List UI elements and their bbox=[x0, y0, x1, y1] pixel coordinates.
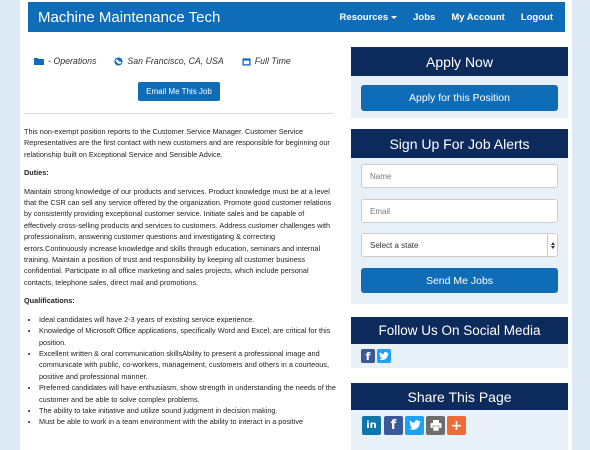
job-department-label: - Operations bbox=[48, 56, 97, 66]
job-department bbox=[34, 56, 96, 66]
nav-my-account[interactable]: My Account bbox=[451, 11, 505, 23]
send-jobs-button[interactable]: Send Me Jobs bbox=[361, 268, 558, 293]
divider bbox=[24, 113, 334, 114]
job-intro: This non-exempt position reports to the Customer Service Manager. Customer Service Representatives are the first contact with new customers and are responsible for beginning our relationship built on Exceptional Service and Sensible Advice. bbox=[24, 127, 330, 159]
job-alerts-header: Sign Up For Job Alerts bbox=[351, 129, 568, 158]
list-item: • Knowledge of Microsoft Office applications, specifically Word and Excel, are critical for this position. bbox=[39, 325, 336, 348]
facebook-share-icon[interactable]: f bbox=[384, 416, 403, 435]
share-header: Share This Page bbox=[351, 383, 568, 410]
twitter-share-icon[interactable] bbox=[405, 416, 424, 435]
nav-links bbox=[324, 12, 565, 23]
job-meta bbox=[34, 56, 330, 66]
list-item: • Excellent written & oral communication skillsAbility to present a professional image and communicate with public, co-workers, management, customers and others in a courteous, positive and professional manner. bbox=[39, 348, 336, 382]
job-type bbox=[242, 56, 291, 66]
globe-icon bbox=[114, 57, 123, 66]
job-location-label: San Francisco, CA, USA bbox=[127, 56, 224, 66]
twitter-bird-icon bbox=[409, 420, 421, 431]
nav-resources-label: Resources bbox=[339, 11, 389, 23]
brand-title[interactable]: Machine Maintenance Tech bbox=[38, 8, 221, 26]
select-arrows-icon bbox=[547, 234, 557, 256]
twitter-bird-icon bbox=[379, 352, 389, 361]
job-type-label: Full Time bbox=[254, 56, 291, 66]
apply-button[interactable]: Apply for this Position bbox=[361, 85, 558, 111]
state-select-label: Select a state bbox=[370, 240, 419, 250]
list-item: • Preferred candidates will have enthusiasm, show strength in understanding the needs of the customer and be able to solve complex problems. bbox=[39, 382, 336, 405]
caret-down-icon bbox=[391, 16, 397, 19]
list-item: • Ideal candidates will have 2-3 years of existing service experience. bbox=[39, 314, 336, 325]
apply-now-header: Apply Now bbox=[351, 47, 568, 76]
printer-icon bbox=[430, 420, 442, 431]
nav-resources[interactable] bbox=[340, 12, 398, 23]
list-item: • The ability to take initiative and utilize sound judgment in decision making. bbox=[39, 405, 336, 416]
list-item: • Must be able to work in a team environment with the ability to interact in a positive bbox=[39, 416, 336, 427]
email-job-button[interactable]: Email Me This Job bbox=[138, 82, 220, 101]
email-input[interactable] bbox=[361, 199, 558, 223]
nav-jobs[interactable]: Jobs bbox=[413, 11, 436, 23]
qualifications-heading: Qualifications: bbox=[24, 296, 75, 306]
more-share-icon[interactable]: + bbox=[447, 416, 466, 435]
nav-logout[interactable]: Logout bbox=[520, 11, 553, 23]
twitter-icon[interactable] bbox=[377, 349, 391, 363]
duties-heading: Duties: bbox=[24, 168, 49, 178]
linkedin-icon[interactable]: in bbox=[362, 416, 381, 435]
folder-icon bbox=[34, 57, 44, 65]
facebook-icon[interactable]: f bbox=[361, 349, 375, 363]
navbar bbox=[28, 2, 565, 32]
name-input[interactable] bbox=[361, 164, 558, 188]
print-icon[interactable] bbox=[426, 416, 445, 435]
duties-text: Maintain strong knowledge of our products and services. Product knowledge must be at a level that the CSR can sell any service offered by the organization. Promote good customer relations by consistently providing exceptional customer service. Initiate sales and be capable of effectively cross-selling products and services to customers. Address customer challenges with professionalism, answering customer questions and investigating & correcting errors.Continuously increase knowledge and skills through education, seminars and internal training. Maintain a position of trust and responsibility by keeping all customer business confidential. Participate in all office marketing and sales projects, which include personal contacts, telephone sales, direct mail and promotions. bbox=[24, 186, 332, 287]
job-description bbox=[24, 126, 336, 428]
qualifications-list bbox=[24, 314, 336, 428]
follow-header: Follow Us On Social Media bbox=[351, 317, 568, 344]
state-select[interactable] bbox=[361, 233, 558, 257]
calendar-icon bbox=[242, 57, 251, 66]
job-location bbox=[114, 56, 223, 66]
